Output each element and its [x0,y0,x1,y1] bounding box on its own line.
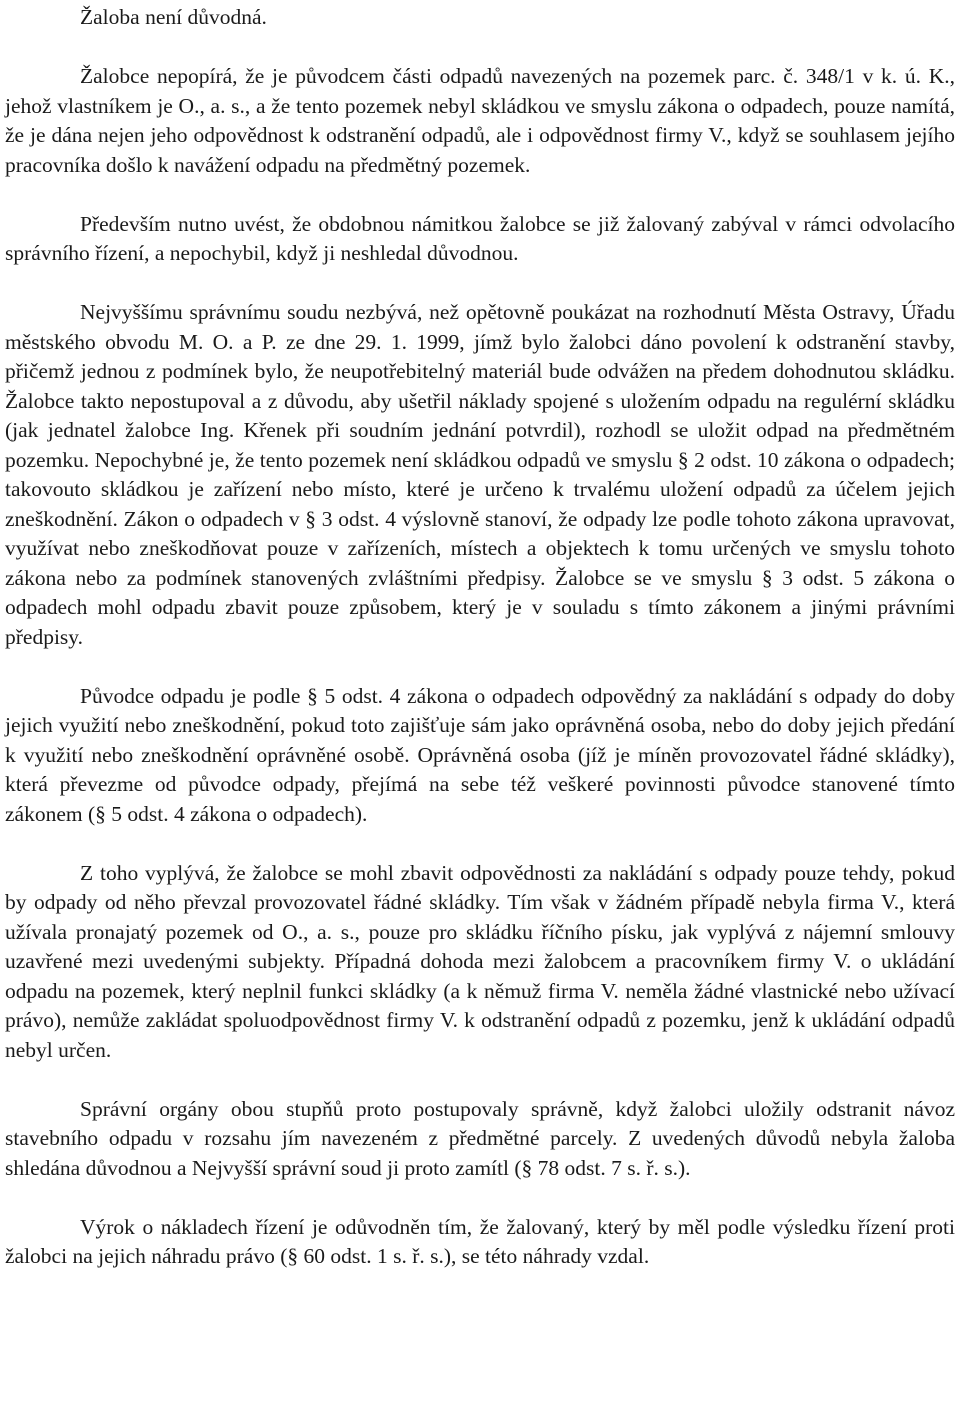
document-page [5,0,955,1272]
paragraph-gap [5,1183,955,1213]
paragraph-responsibility: Z toho vyplývá, že žalobce se mohl zbavit odpovědnosti za nakládání s odpady pouze tehdy, pokud by odpady od něho převzal provozovatel řádné skládky. Tím však v žádném případě nebyla firma V., která užívala pronajatý pozemek od O., a. s., pouze pro skládku říčního písku, jak vyplývá z nájemní smlouvy uzavřené mezi uvedenými subjekty. Případná dohoda mezi žalobcem a pracovníkem firmy V. o ukládání odpadu na pozemek, který neplnil funkci skládky (a k němuž firma V. neměla žádné vlastnické nebo užívací právo), nemůže zakládat spoluodpovědnost firmy V. k odstranění odpadů z pozemku, jenž k ukládání odpadů nebyl určen. [5,860,955,1062]
paragraph-gap [5,180,955,210]
paragraph-demolition-permit: Nejvyššímu správnímu soudu nezbývá, než opětovně poukázat na rozhodnutí Města Ostravy, Úřadu městského obvodu M. O. a P. ze dne 29. 1. 1999, jímž bylo žalobci dáno povolení k odstranění stavby, přičemž jednou z podmínek bylo, že neupotřebitelný materiál bude odvážen na předem dohodnutou skládku. Žalobce takto nepostupoval a z důvodu, aby ušetřil náklady spojené s uložením odpadu na regulérní skládku (jak jednatel žalobce Ing. Křenek při soudním jednání potvrdil), rozhodl se uložit odpad na předmětném pozemku. Nepochybné je, že tento pozemek není skládkou odpadů ve smyslu § 2 odst. 10 zákona o odpadech; takovouto skládkou je zařízení nebo místo, které je určeno k trvalému uložení odpadů za účelem jejich zneškodnění. Zákon o odpadech v § 3 odst. 4 výslovně stanoví, že odpady lze podle tohoto zákona upravovat, využívat nebo zneškodňovat pouze v zařízeních, místech a objektech k tomu určených ve smyslu tohoto zákona nebo za podmínek stanovených zvláštními předpisy. Žalobce se ve smyslu § 3 odst. 5 zákona o odpadech mohl odpadu zbavit pouze způsobem, který je v souladu s tímto zákonem a jinými právními předpisy. [5,300,955,649]
paragraph-waste-originator: Původce odpadu je podle § 5 odst. 4 zákona o odpadech odpovědný za nakládání s odpady do doby jejich využití nebo zneškodnění, pokud toto zajišťuje sám jako oprávněná osoba, nebo do doby jejich předání k využití nebo zneškodnění oprávněné osobě. Oprávněná osoba (jíž je míněn provozovatel řádné skládky), která převezme od původce odpady, přejímá na sebe též veškeré povinnosti původce stanovené tímto zákonem (§ 5 odst. 4 zákona o odpadech). [5,683,955,826]
paragraph-costs: Výrok o nákladech řízení je odůvodněn tím, že žalovaný, který by měl podle výsledku řízení proti žalobci na jejich náhradu právo (§ 60 odst. 1 s. ř. s.), se této náhrady vzdal. [5,1214,955,1268]
paragraph-gap [5,652,955,682]
paragraph-gap [5,829,955,859]
paragraph-verdict: Žaloba není důvodná. [80,5,267,29]
paragraph-gap [5,1065,955,1095]
paragraph-dismissal: Správní orgány obou stupňů proto postupovaly správně, když žalobci uložily odstranit návoz stavebního odpadu v rozsahu jím navezeném z předmětné parcely. Z uvedených důvodů nebyla žaloba shledána důvodnou a Nejvyšší správní soud ji proto zamítl (§ 78 odst. 7 s. ř. s.). [5,1096,955,1180]
paragraph-gap [5,269,955,299]
paragraph-appeal-objection: Především nutno uvést, že obdobnou námitkou žalobce se již žalovaný zabýval v rámci odvolacího správního řízení, a nepochybil, když ji neshledal důvodnou. [5,211,955,265]
paragraph-plaintiff-claim: Žalobce nepopírá, že je původcem části odpadů navezených na pozemek parc. č. 348/1 v k. ú. K., jehož vlastníkem je O., a. s., a že tento pozemek nebyl skládkou ve smyslu zákona o odpadech, pouze namítá, že je dána nejen jeho odpovědnost k odstranění odpadů, ale i odpovědnost firmy V., když se souhlasem jejího pracovníka došlo k navážení odpadu na předmětný pozemek. [5,64,955,177]
paragraph-gap [5,33,955,63]
